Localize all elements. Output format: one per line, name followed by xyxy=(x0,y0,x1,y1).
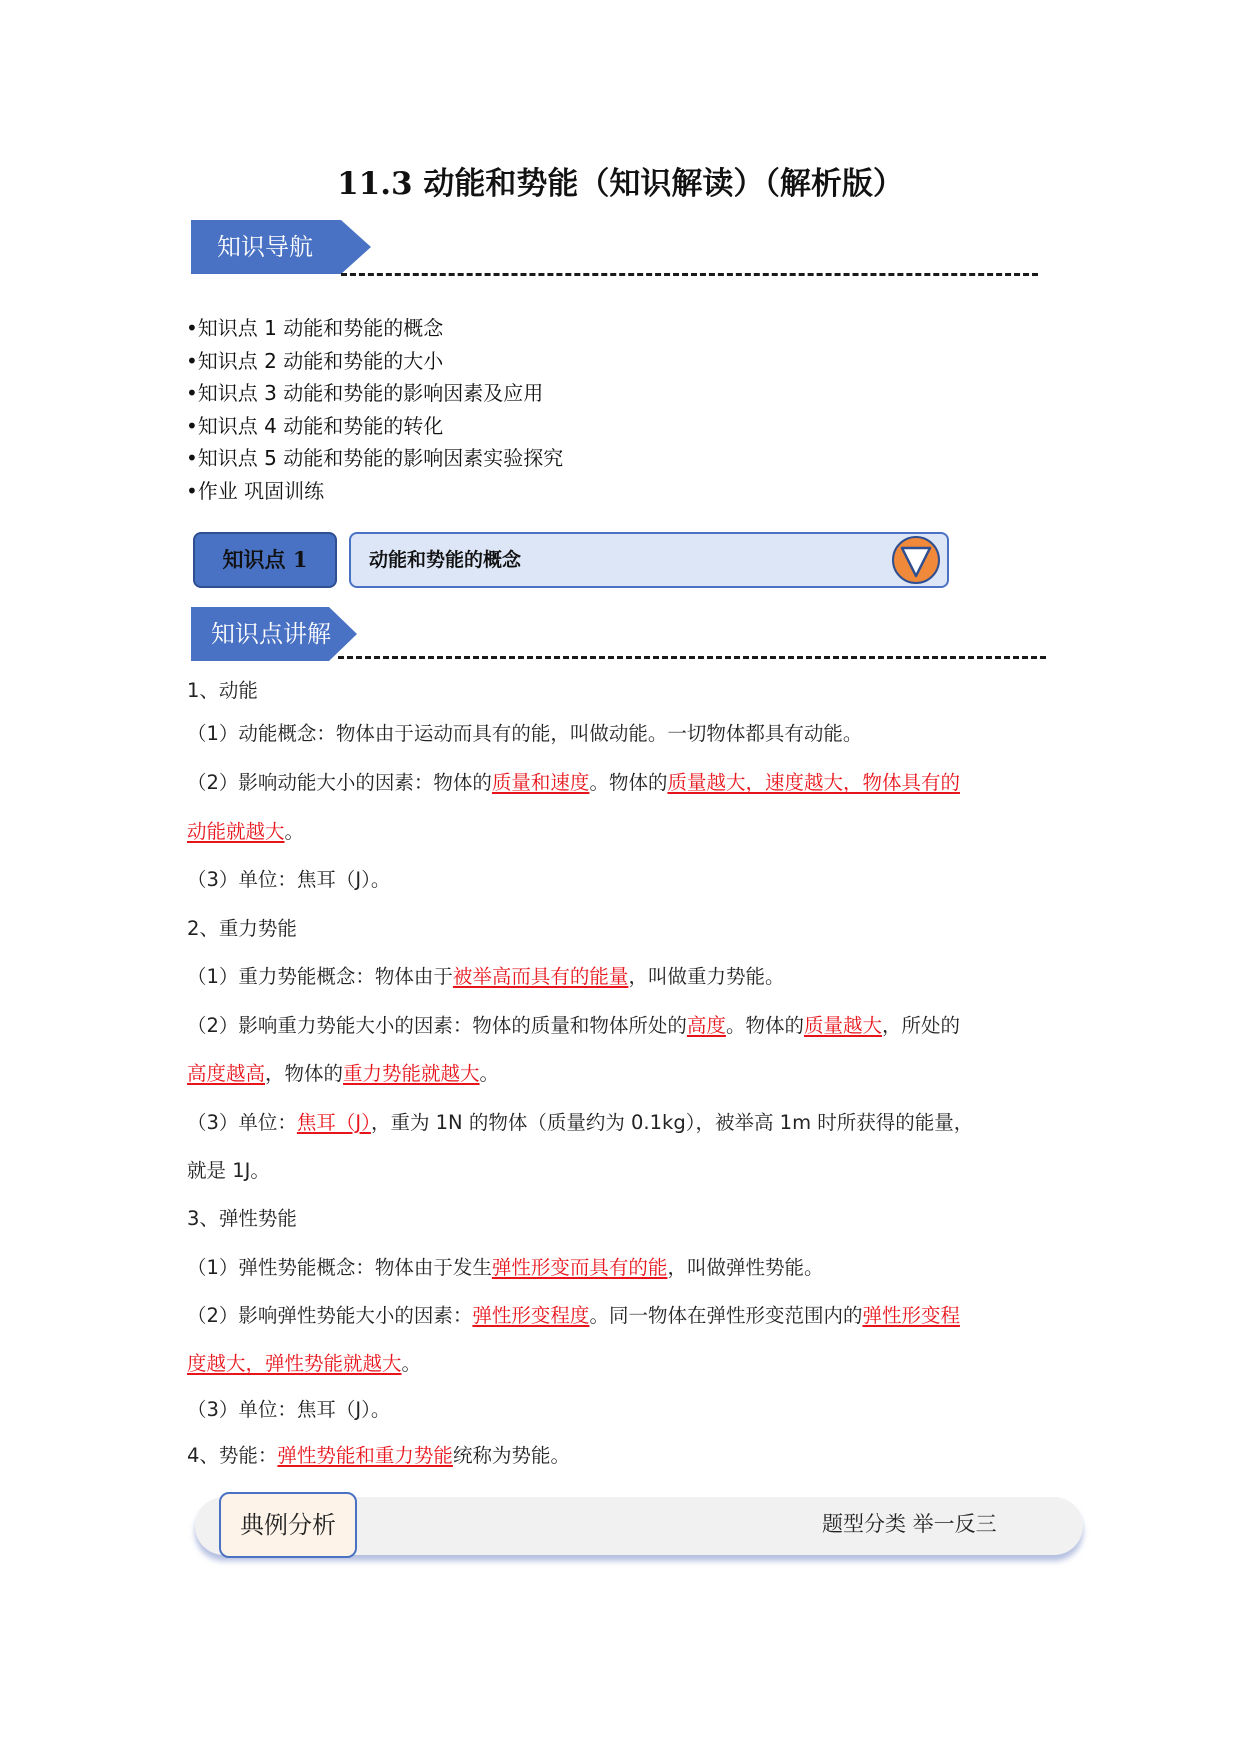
text-segment: 。 xyxy=(401,1352,422,1375)
example-label: 典例分析 xyxy=(219,1492,357,1558)
toc-item: •知识点 2 动能和势能的大小 xyxy=(186,348,444,373)
toc-item: •知识点 4 动能和势能的转化 xyxy=(186,413,444,438)
toc-item: •作业 巩固训练 xyxy=(186,478,325,503)
text-segment: 统称为势能。 xyxy=(452,1444,570,1467)
text-segment: （1）重力势能概念：物体由于 xyxy=(187,965,453,988)
text-segment: 1、动能 xyxy=(187,679,258,702)
text-line xyxy=(187,864,390,892)
text-segment: 4、势能： xyxy=(187,1444,278,1467)
highlight-text: 质量和速度 xyxy=(491,771,590,794)
knowledge-point-label: 动能和势能的概念 xyxy=(369,549,522,571)
text-segment: （3）单位： xyxy=(187,1111,297,1134)
text-segment: （1）动能概念：物体由于运动而具有的能，叫做动能。一切物体都具有动能。 xyxy=(187,722,863,745)
text-line xyxy=(187,1155,270,1183)
highlight-text: 高度越高 xyxy=(187,1062,266,1085)
text-segment: 。 xyxy=(284,820,305,843)
highlight-text: 焦耳（J） xyxy=(296,1111,371,1134)
text-line xyxy=(187,1300,960,1328)
page-title: 11.3 动能和势能（知识解读）（解析版） xyxy=(337,166,904,202)
highlight-text: 度越大，弹性势能就越大 xyxy=(187,1352,402,1375)
text-segment: 。同一物体在弹性形变范围内的 xyxy=(589,1304,863,1327)
text-segment: ，重为 1N 的物体（质量约为 0.1kg），被举高 1m 时所获得的能量， xyxy=(370,1111,974,1134)
highlight-text: 动能就越大 xyxy=(187,820,285,843)
text-segment: ，所处的 xyxy=(881,1014,960,1037)
nav-banner xyxy=(191,220,371,274)
highlight-text: 弹性形变程度 xyxy=(472,1304,590,1327)
text-line xyxy=(187,675,258,703)
text-segment: 就是 1J。 xyxy=(187,1159,270,1182)
highlight-text: 弹性形变程 xyxy=(862,1304,960,1327)
example-subtitle: 题型分类 举一反三 xyxy=(822,1512,997,1536)
text-segment: （3）单位：焦耳（J）。 xyxy=(187,868,391,891)
text-line xyxy=(187,1252,823,1280)
text-segment: （1）弹性势能概念：物体由于发生 xyxy=(187,1256,492,1279)
text-segment: （2）影响动能大小的因素：物体的 xyxy=(187,771,492,794)
text-line xyxy=(187,1107,973,1135)
toc-list xyxy=(186,312,563,508)
text-segment: ，叫做弹性势能。 xyxy=(667,1256,824,1279)
text-line xyxy=(187,1394,390,1422)
toc-item: •知识点 5 动能和势能的影响因素实验探究 xyxy=(186,446,564,471)
highlight-text: 弹性势能和重力势能 xyxy=(277,1444,453,1467)
text-line xyxy=(187,913,297,941)
highlight-text: 重力势能就越大 xyxy=(343,1062,480,1085)
explain-divider xyxy=(338,656,1046,659)
text-line xyxy=(187,1058,499,1086)
text-line xyxy=(187,1440,570,1468)
text-segment: （2）影响重力势能大小的因素：物体的质量和物体所处的 xyxy=(187,1014,687,1037)
highlight-text: 高度 xyxy=(686,1014,726,1037)
toc-item: •知识点 1 动能和势能的概念 xyxy=(186,316,444,340)
highlight-text: 质量越大，速度越大，物体具有的 xyxy=(667,771,960,794)
text-segment: （3）单位：焦耳（J）。 xyxy=(187,1398,391,1421)
text-line xyxy=(187,1203,297,1231)
text-segment: 3、弹性势能 xyxy=(187,1207,297,1230)
text-line xyxy=(187,718,862,746)
nav-divider xyxy=(341,273,1038,276)
highlight-text: 被举高而具有的能量 xyxy=(452,965,629,988)
text-segment: 。物体的 xyxy=(725,1014,804,1037)
text-line xyxy=(187,1348,421,1376)
triangle-down-icon[interactable] xyxy=(891,535,941,585)
knowledge-point-bar[interactable] xyxy=(349,532,949,588)
highlight-text: 质量越大 xyxy=(803,1014,882,1037)
text-segment: 。 xyxy=(479,1062,500,1085)
text-segment: ，叫做重力势能。 xyxy=(628,965,785,988)
text-segment: （2）影响弹性势能大小的因素： xyxy=(187,1304,473,1327)
text-segment: 。物体的 xyxy=(589,771,668,794)
highlight-text: 弹性形变而具有的能 xyxy=(491,1256,668,1279)
text-segment: 2、重力势能 xyxy=(187,917,297,940)
explain-banner-label: 知识点讲解 xyxy=(211,620,331,648)
knowledge-point-badge: 知识点 1 xyxy=(193,532,337,588)
toc-item: •知识点 3 动能和势能的影响因素及应用 xyxy=(186,381,544,406)
nav-banner-label: 知识导航 xyxy=(217,233,313,261)
text-line xyxy=(187,767,960,795)
text-segment: ，物体的 xyxy=(265,1062,344,1085)
text-line xyxy=(187,1010,960,1038)
explain-banner xyxy=(191,607,357,661)
text-line xyxy=(187,961,784,989)
text-line xyxy=(187,816,304,844)
